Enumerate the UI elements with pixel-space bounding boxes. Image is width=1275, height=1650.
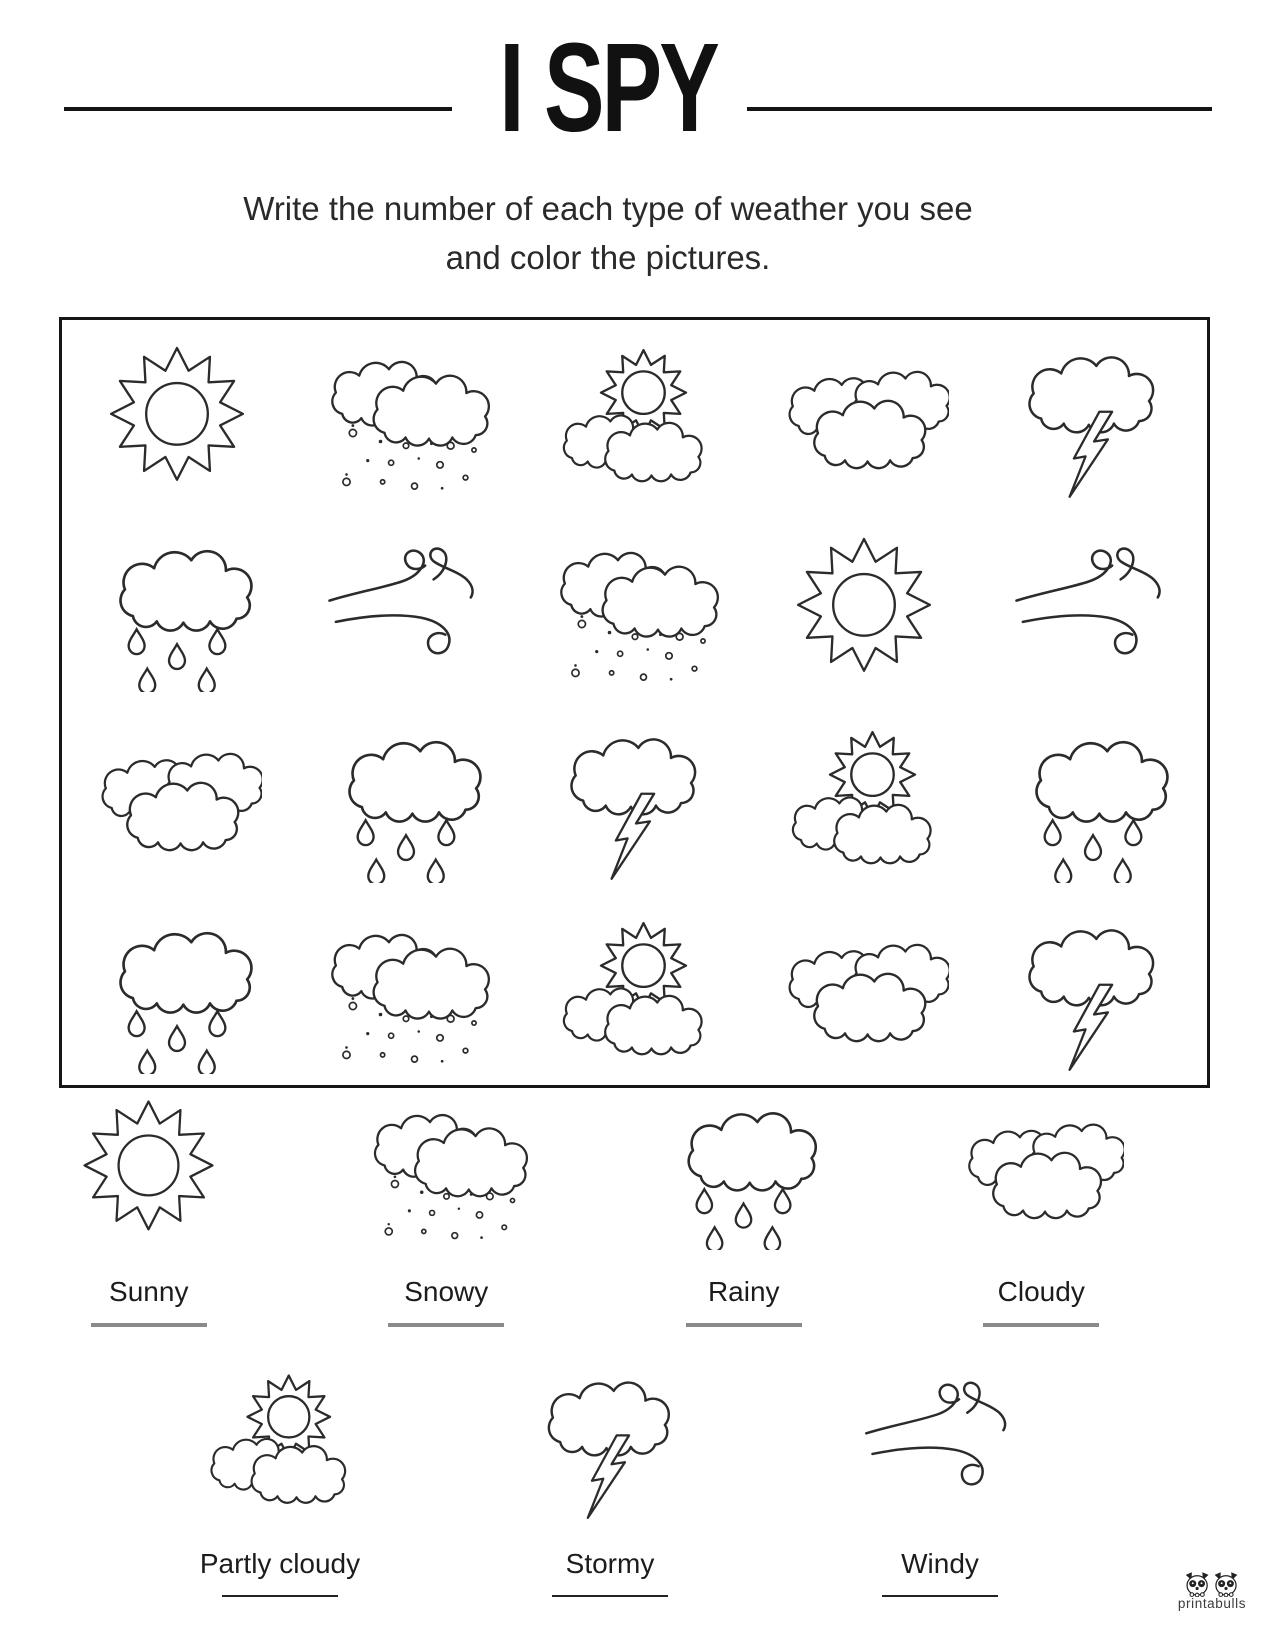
answer-item-partly-cloudy xyxy=(115,1357,445,1597)
puzzle-cell xyxy=(62,894,291,1085)
answer-label: Rainy xyxy=(707,1276,780,1307)
instructions-line-2: and color the pictures. xyxy=(445,239,771,276)
cloudy-icon xyxy=(91,713,263,883)
stormy-icon xyxy=(1007,331,1179,501)
puzzle-cell xyxy=(520,703,749,894)
page-title: I SPY xyxy=(499,17,717,158)
rainy-icon xyxy=(661,1085,826,1250)
snowy-icon xyxy=(549,522,721,692)
puzzle-cell xyxy=(291,320,520,511)
answer-blank-snowy[interactable] xyxy=(388,1323,504,1327)
stormy-icon xyxy=(528,1357,693,1522)
windy-icon xyxy=(858,1357,1023,1522)
answer-label: Partly cloudy xyxy=(199,1548,361,1579)
answer-item-stormy xyxy=(445,1357,775,1597)
puzzle-cell xyxy=(520,894,749,1085)
puzzle-cell xyxy=(291,511,520,702)
answer-blank-stormy[interactable] xyxy=(552,1595,668,1597)
snowy-icon xyxy=(364,1085,529,1250)
answer-item-sunny xyxy=(0,1085,298,1327)
answer-blank-sunny[interactable] xyxy=(91,1323,207,1327)
rainy-icon xyxy=(91,522,263,692)
cloudy-icon xyxy=(778,331,950,501)
answer-label: Windy xyxy=(901,1548,979,1579)
puzzle-cell xyxy=(520,320,749,511)
answer-key-row-1 xyxy=(0,1085,1190,1327)
stormy-icon xyxy=(1007,904,1179,1074)
puzzle-cell xyxy=(749,511,978,702)
puzzle-cell xyxy=(978,894,1207,1085)
sunny-icon xyxy=(66,1085,231,1250)
partly-cloudy-icon xyxy=(198,1357,363,1522)
answer-item-windy xyxy=(775,1357,1105,1597)
printabulls-logo xyxy=(1176,1572,1248,1611)
puzzle-cell xyxy=(291,894,520,1085)
windy-icon xyxy=(320,522,492,692)
windy-icon xyxy=(1007,522,1179,692)
answer-item-rainy xyxy=(595,1085,893,1327)
cloudy-icon xyxy=(778,904,950,1074)
puzzle-cell xyxy=(520,511,749,702)
puzzle-cell xyxy=(749,894,978,1085)
snowy-icon xyxy=(320,904,492,1074)
answer-blank-rainy[interactable] xyxy=(686,1323,802,1327)
rainy-icon xyxy=(1007,713,1179,883)
answer-blank-windy[interactable] xyxy=(882,1595,998,1597)
partly-cloudy-icon xyxy=(549,331,721,501)
title-rule-right xyxy=(747,107,1212,111)
instructions xyxy=(0,184,1216,282)
logo-text: printabulls xyxy=(1177,1596,1247,1611)
puzzle-cell xyxy=(978,703,1207,894)
rainy-icon xyxy=(320,713,492,883)
bulldogs-icon xyxy=(1184,1572,1240,1597)
puzzle-cell xyxy=(62,703,291,894)
puzzle-cell xyxy=(749,320,978,511)
answer-blank-partly-cloudy[interactable] xyxy=(222,1595,338,1597)
answer-item-snowy xyxy=(298,1085,596,1327)
answer-label: Stormy xyxy=(565,1548,655,1579)
puzzle-cell xyxy=(291,703,520,894)
sunny-icon xyxy=(778,522,950,692)
answer-label: Snowy xyxy=(404,1276,489,1307)
snowy-icon xyxy=(320,331,492,501)
puzzle-cell xyxy=(978,511,1207,702)
puzzle-cell xyxy=(62,511,291,702)
answer-label: Sunny xyxy=(109,1276,189,1307)
answer-label: Cloudy xyxy=(997,1276,1085,1307)
answer-blank-cloudy[interactable] xyxy=(983,1323,1099,1327)
puzzle-grid xyxy=(59,317,1210,1088)
partly-cloudy-icon xyxy=(549,904,721,1074)
instructions-line-1: Write the number of each type of weather you see xyxy=(243,190,973,227)
puzzle-cell xyxy=(749,703,978,894)
answer-item-cloudy xyxy=(893,1085,1191,1327)
stormy-icon xyxy=(549,713,721,883)
partly-cloudy-icon xyxy=(778,713,950,883)
puzzle-cell xyxy=(62,320,291,511)
cloudy-icon xyxy=(959,1085,1124,1250)
rainy-icon xyxy=(91,904,263,1074)
sunny-icon xyxy=(91,331,263,501)
answer-key-row-2 xyxy=(115,1357,1105,1597)
puzzle-cell xyxy=(978,320,1207,511)
